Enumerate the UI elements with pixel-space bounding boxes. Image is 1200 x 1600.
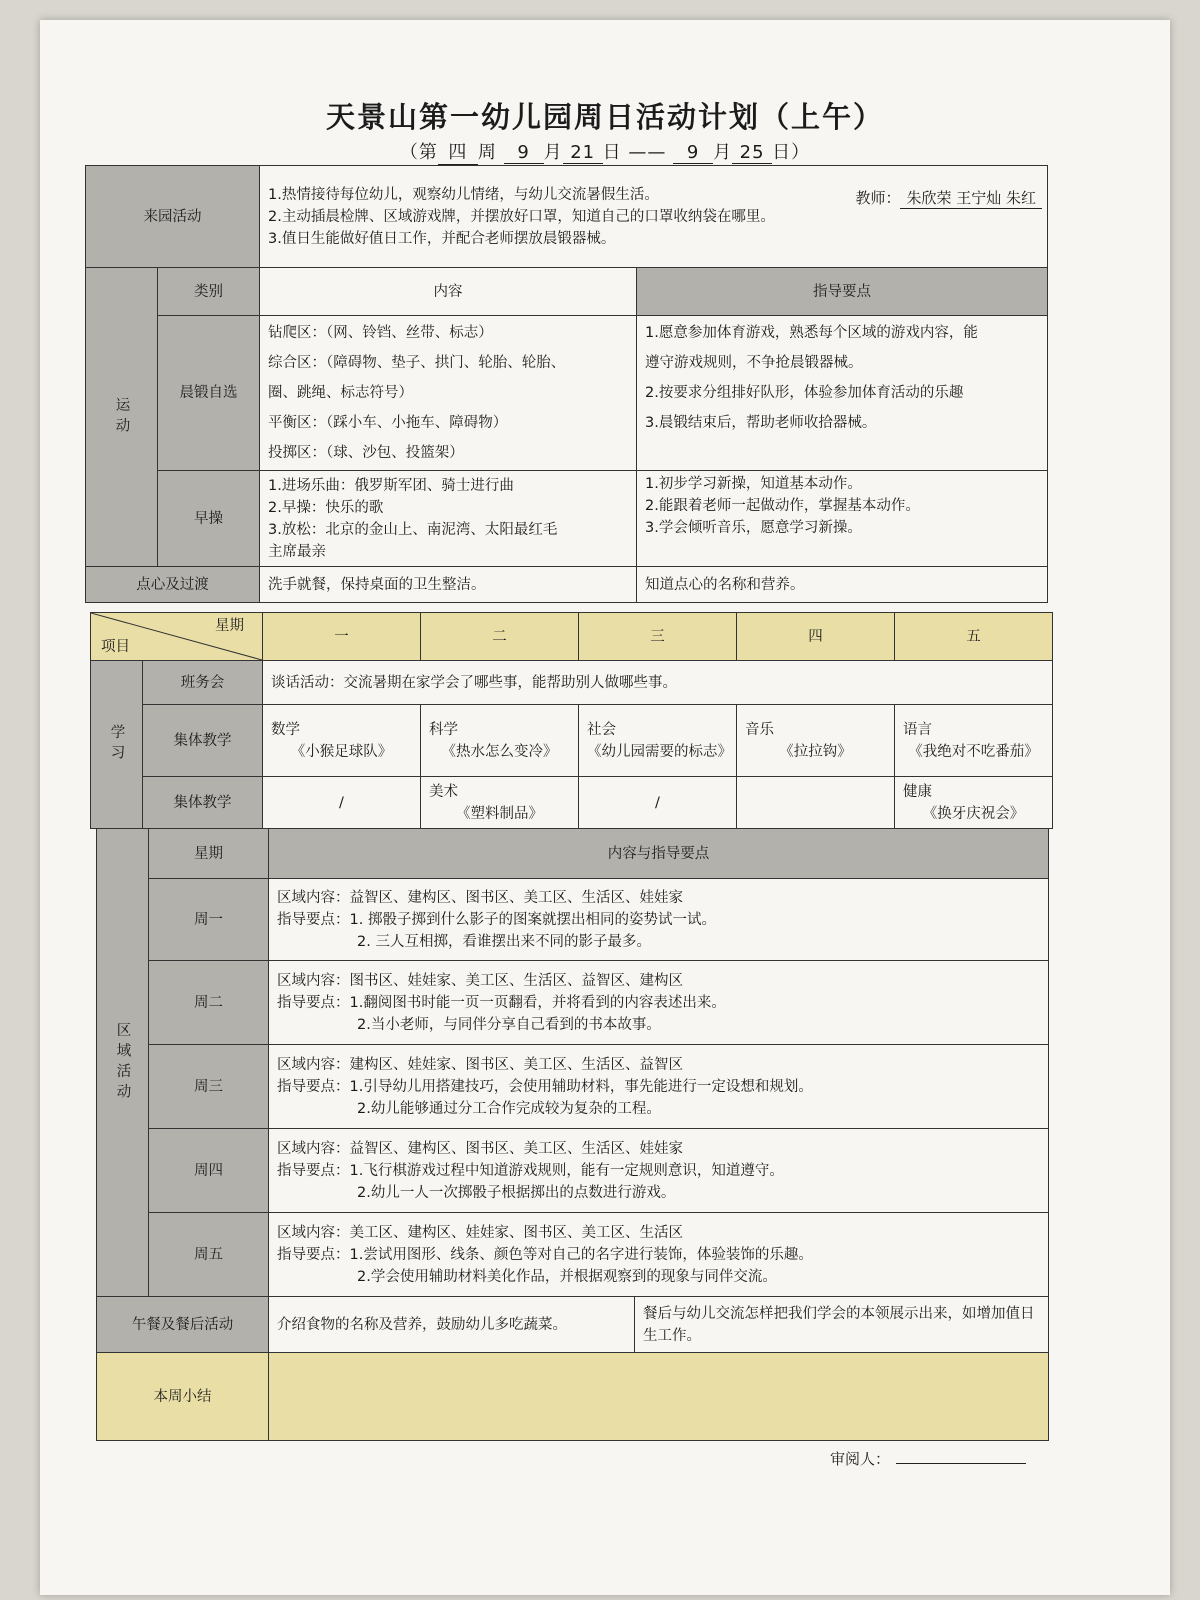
lesson-cell — [421, 777, 579, 829]
meeting-label: 班务会 — [143, 661, 263, 705]
area-header-row — [97, 829, 1049, 879]
teaching-row-2 — [91, 777, 1053, 829]
lesson-subject: 美术 — [429, 783, 458, 800]
area-zones: 区域内容：益智区、建构区、图书区、美工区、生活区、娃娃家 — [277, 889, 683, 906]
plan-table-study — [90, 612, 1053, 829]
arrival-content — [260, 166, 1048, 268]
content-line: 主席最亲 — [268, 543, 326, 560]
area-day-label: 周五 — [149, 1213, 269, 1297]
snack-row — [86, 567, 1048, 603]
lesson-cell — [263, 777, 421, 829]
guide-line: 3.晨锻结束后，帮助老师收拾器械。 — [645, 415, 877, 431]
reviewer-line — [830, 1448, 1026, 1469]
guide-line: 遵守游戏规则，不争抢晨锻器械。 — [645, 355, 863, 371]
arrival-label: 来园活动 — [86, 166, 260, 268]
arrival-row — [86, 166, 1048, 268]
teacher-label: 教师： — [855, 189, 901, 207]
area-day-row — [97, 1213, 1049, 1297]
week-suffix: 周 — [477, 142, 497, 163]
lunch-guide: 餐后与幼儿交流怎样把我们学会的本领展示出来，如增加值日生工作。 — [635, 1297, 1049, 1353]
arrival-item: 2.主动插晨检牌、区域游戏牌，并摆放好口罩，知道自己的口罩收纳袋在哪里。 — [268, 208, 775, 225]
end-day-suffix: 日） — [772, 142, 811, 163]
area-point: 2.当小老师，与同伴分享自己看到的书本故事。 — [357, 1016, 661, 1033]
area-point: 指导要点：1.尝试用图形、线条、颜色等对自己的名字进行装饰，体验装饰的乐趣。 — [277, 1246, 813, 1263]
morning-exercise-content — [260, 316, 637, 471]
area-day-row — [97, 961, 1049, 1045]
lesson-cell — [263, 705, 421, 777]
morning-exercise-guide — [637, 316, 1048, 471]
sport-header-row — [86, 268, 1048, 316]
start-month-suffix: 月 — [543, 142, 563, 163]
morning-drill-content — [260, 471, 637, 567]
content-line: 综合区：（障碍物、垫子、拱门、轮胎、轮胎、 — [268, 355, 566, 371]
area-point: 2.幼儿一人一次掷骰子根据掷出的点数进行游戏。 — [357, 1184, 676, 1201]
lesson-cell — [579, 777, 737, 829]
arrival-item: 1.热情接待每位幼儿，观察幼儿情绪，与幼儿交流暑假生活。 — [268, 186, 659, 203]
area-point: 指导要点：1. 掷骰子掷到什么影子的图案就摆出相同的姿势试一试。 — [277, 911, 716, 928]
weekday-header: 四 — [737, 613, 895, 661]
content-line: 1.进场乐曲：俄罗斯军团、骑士进行曲 — [268, 477, 514, 494]
area-zones: 区域内容：美工区、建构区、娃娃家、图书区、美工区、生活区 — [277, 1224, 683, 1241]
morning-drill-guide — [637, 471, 1048, 567]
lesson-subject: 社会 — [587, 721, 616, 738]
lesson-topic: 《热水怎么变冷》 — [441, 743, 558, 760]
area-day-row — [97, 1045, 1049, 1129]
area-zones: 区域内容：益智区、建构区、图书区、美工区、生活区、娃娃家 — [277, 1140, 683, 1157]
lesson-cell — [421, 705, 579, 777]
area-point: 指导要点：1.翻阅图书时能一页一页翻看，并将看到的内容表述出来。 — [277, 994, 726, 1011]
area-point: 指导要点：1.飞行棋游戏过程中知道游戏规则，能有一定规则意识，知道遵守。 — [277, 1162, 784, 1179]
reviewer-signature-field[interactable] — [896, 1463, 1026, 1464]
corner-header — [91, 613, 263, 661]
guide-line: 1.愿意参加体育游戏，熟悉每个区域的游戏内容，能 — [645, 325, 978, 341]
snack-label: 点心及过渡 — [86, 567, 260, 603]
summary-row — [97, 1353, 1049, 1441]
snack-guide: 知道点心的名称和营养。 — [637, 567, 1048, 603]
start-day-suffix: 日 —— — [602, 142, 674, 163]
study-label: 学习 — [91, 661, 143, 829]
lesson-topic: 《拉拉钩》 — [779, 743, 852, 760]
corner-weekday-label: 星期 — [215, 618, 244, 634]
col-type: 类别 — [158, 268, 260, 316]
content-line: 圈、跳绳、标志符号） — [268, 385, 413, 401]
area-day-content — [269, 1129, 1049, 1213]
area-point: 2.幼儿能够通过分工合作完成较为复杂的工程。 — [357, 1100, 661, 1117]
end-month: 9 — [673, 142, 713, 164]
lesson-cell — [579, 705, 737, 777]
area-label: 区域活动 — [97, 829, 149, 1297]
area-day-label: 周四 — [149, 1129, 269, 1213]
area-zones: 区域内容：图书区、娃娃家、美工区、生活区、益智区、建构区 — [277, 972, 683, 989]
lunch-content: 介绍食物的名称及营养，鼓励幼儿多吃蔬菜。 — [269, 1297, 635, 1353]
area-day-content — [269, 961, 1049, 1045]
lunch-label: 午餐及餐后活动 — [97, 1297, 269, 1353]
lesson-topic: / — [339, 794, 344, 811]
guide-line: 1.初步学习新操，知道基本动作。 — [645, 476, 862, 492]
guide-line: 2.按要求分组排好队形，体验参加体育活动的乐趣 — [645, 385, 964, 401]
page-title: 天景山第一幼儿园周日活动计划（上午） — [325, 100, 884, 134]
snack-content: 洗手就餐，保持桌面的卫生整洁。 — [260, 567, 637, 603]
weekday-header: 一 — [263, 613, 421, 661]
lesson-cell — [895, 705, 1053, 777]
weekday-header: 三 — [579, 613, 737, 661]
subtitle-prefix: （第 — [399, 142, 438, 163]
teacher-value: 朱欣荣 王宁灿 朱红 — [900, 187, 1042, 209]
area-day-label: 周三 — [149, 1045, 269, 1129]
morning-exercise-label: 晨锻自选 — [158, 316, 260, 471]
teaching-label-2: 集体教学 — [143, 777, 263, 829]
lunch-row — [97, 1297, 1049, 1353]
weekday-header: 五 — [895, 613, 1053, 661]
arrival-item: 3.值日生能做好值日工作，并配合老师摆放晨锻器械。 — [268, 230, 616, 247]
meeting-content: 谈话活动：交流暑期在家学会了哪些事，能帮助别人做哪些事。 — [263, 661, 1053, 705]
area-point: 2. 三人互相掷，看谁摆出来不同的影子最多。 — [357, 933, 651, 950]
area-col-day: 星期 — [149, 829, 269, 879]
guide-line: 2.能跟着老师一起做动作，掌握基本动作。 — [645, 498, 920, 514]
content-line: 3.放松：北京的金山上、南泥湾、太阳最红毛 — [268, 521, 558, 538]
content-line: 钻爬区：（网、铃铛、丝带、标志） — [268, 325, 493, 341]
content-line: 2.早操：快乐的歌 — [268, 499, 384, 516]
lesson-subject: 数学 — [271, 721, 300, 738]
lesson-topic: 《小猴足球队》 — [290, 743, 393, 760]
week-number: 四 — [438, 138, 478, 165]
content-line: 投掷区：（球、沙包、投篮架） — [268, 445, 464, 461]
col-content: 内容 — [260, 268, 637, 316]
lesson-cell — [737, 777, 895, 829]
lesson-cell — [737, 705, 895, 777]
meeting-row — [91, 661, 1053, 705]
col-guide: 指导要点 — [637, 268, 1048, 316]
summary-label: 本周小结 — [97, 1353, 269, 1441]
area-day-row — [97, 1129, 1049, 1213]
area-day-label: 周一 — [149, 879, 269, 961]
reviewer-label: 审阅人： — [830, 1450, 891, 1468]
corner-item-label: 项目 — [101, 639, 130, 655]
morning-exercise-row — [86, 316, 1048, 471]
lesson-subject: 科学 — [429, 721, 458, 738]
lesson-topic: 《换牙庆祝会》 — [922, 805, 1025, 822]
area-point: 2.学会使用辅助材料美化作品，并根据观察到的现象与同伴交流。 — [357, 1268, 777, 1285]
lesson-topic: 《塑料制品》 — [456, 805, 543, 822]
lesson-topic: 《我绝对不吃番茄》 — [908, 743, 1039, 760]
area-day-label: 周二 — [149, 961, 269, 1045]
guide-line: 3.学会倾听音乐，愿意学习新操。 — [645, 520, 862, 536]
weekday-header-row — [91, 613, 1053, 661]
start-month: 9 — [504, 142, 544, 164]
lesson-topic: 《幼儿园需要的标志》 — [587, 743, 732, 760]
morning-drill-label: 早操 — [158, 471, 260, 567]
content-line: 平衡区：（踩小车、小拖车、障碍物） — [268, 415, 508, 431]
plan-table-area — [96, 828, 1049, 1441]
sport-label: 运动 — [86, 268, 158, 567]
area-col-content: 内容与指导要点 — [269, 829, 1049, 879]
plan-table-top — [85, 165, 1048, 603]
date-range — [40, 138, 1170, 165]
area-day-content — [269, 879, 1049, 961]
lesson-subject: 健康 — [903, 783, 932, 800]
lesson-subject: 音乐 — [745, 721, 774, 738]
end-month-suffix: 月 — [713, 142, 733, 163]
lesson-topic: / — [655, 794, 660, 811]
teaching-label-1: 集体教学 — [143, 705, 263, 777]
lesson-subject: 语言 — [903, 721, 932, 738]
area-point: 指导要点：1.引导幼儿用搭建技巧，会使用辅助材料，事先能进行一定设想和规划。 — [277, 1078, 813, 1095]
morning-drill-row — [86, 471, 1048, 567]
area-day-content — [269, 1045, 1049, 1129]
paper-sheet — [40, 20, 1170, 1595]
start-day: 21 — [563, 142, 603, 164]
summary-content[interactable] — [269, 1353, 1049, 1441]
area-zones: 区域内容：建构区、娃娃家、图书区、美工区、生活区、益智区 — [277, 1056, 683, 1073]
area-day-content — [269, 1213, 1049, 1297]
teaching-row-1 — [91, 705, 1053, 777]
end-day: 25 — [732, 142, 772, 164]
weekday-header: 二 — [421, 613, 579, 661]
area-day-row — [97, 879, 1049, 961]
lesson-cell — [895, 777, 1053, 829]
